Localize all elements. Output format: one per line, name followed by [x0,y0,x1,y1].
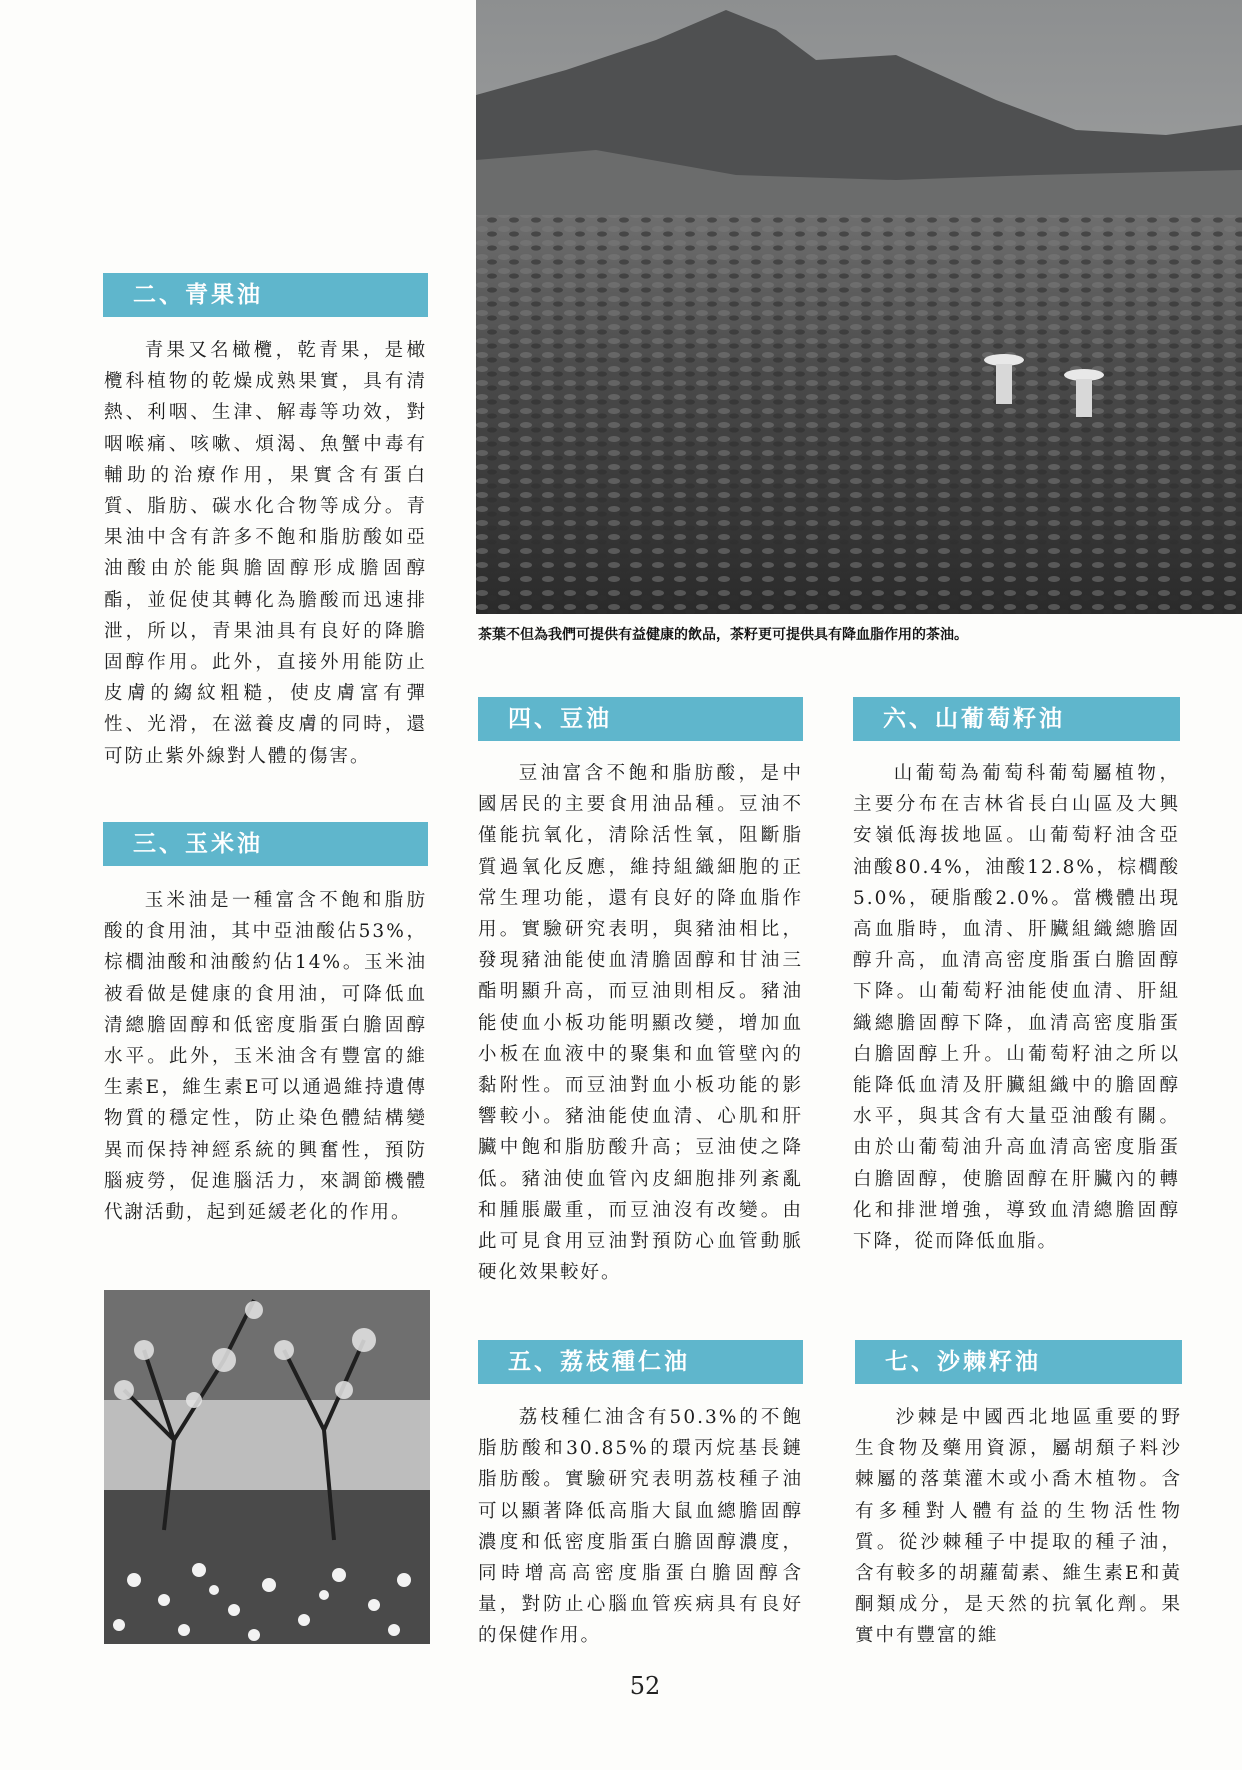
blossoming-tree-icon [104,1290,430,1644]
section-heading-lychee-seed-oil: 五、荔枝種仁油 [478,1340,803,1384]
section-text-qingguo-oil: 青果又名橄欖，乾青果，是橄欖科植物的乾燥成熟果實，具有清熱、利咽、生津、解毒等功效，對咽喉痛、咳嗽、煩渴、魚蟹中毒有輔助的治療作用，果實含有蛋白質、脂肪、碳水化合物等成分。青果油中含有許多不飽和脂肪酸如亞油酸由於能與膽固醇形成膽固醇酯，並促使其轉化為膽酸而迅速排泄，所以，青果油具有良好的降膽固醇作用。此外，直接外用能防止皮膚的縐紋粗糙，使皮膚富有彈性、光滑，在滋養皮膚的同時，還可防止紫外線對人體的傷害。 [104,340,427,767]
section-heading-corn-oil: 三、玉米油 [103,822,428,866]
section-heading-grape-seed-oil: 六、山葡萄籽油 [853,697,1180,741]
section-text-corn-oil: 玉米油是一種富含不飽和脂肪酸的食用油，其中亞油酸佔53%，棕櫚油酸和油酸約佔14%。玉米油被看做是健康的食用油，可降低血清總膽固醇和低密度脂蛋白膽固醇水平。此外，玉米油含有豐富的維生素E，維生素E可以通過維持遺傳物質的穩定性，防止染色體結構變異而保持神經系統的興奮性，預防腦疲勞，促進腦活力，來調節機體代謝活動，起到延緩老化的作用。 [104,890,427,1224]
section-heading-qingguo-oil: 二、青果油 [103,273,428,317]
section-heading-soybean-oil: 四、豆油 [478,697,803,741]
tea-plantation-photo [476,0,1242,614]
tea-plantation-mountain-icon [476,0,1242,614]
photo-caption: 茶葉不但為我們可提供有益健康的飲品，茶籽更可提供具有降血脂作用的茶油。 [478,627,968,643]
section-text-seabuckthorn-oil: 沙棘是中國西北地區重要的野生食物及藥用資源，屬胡頹子料沙棘屬的落葉灌木或小喬木植物。含有多種對人體有益的生物活性物質。從沙棘種子中提取的種子油，含有較多的胡蘿蔔素、維生素E和黃酮類成分，是天然的抗氧化劑。果實中有豐富的維 [855,1407,1182,1647]
section-text-lychee-seed-oil: 荔枝種仁油含有50.3%的不飽脂肪酸和30.85%的環丙烷基長鏈脂肪酸。實驗研究表明荔枝種子油可以顯著降低高脂大鼠血總膽固醇濃度和低密度脂蛋白膽固醇濃度，同時增高高密度脂蛋白膽固醇含量，對防止心腦血管疾病具有良好的保健作用。 [478,1407,803,1647]
section-heading-seabuckthorn-oil: 七、沙棘籽油 [855,1340,1182,1384]
section-text-grape-seed-oil: 山葡萄為葡萄科葡萄屬植物，主要分布在吉林省長白山區及大興安嶺低海拔地區。山葡萄籽油含亞油酸80.4%，油酸12.8%，棕櫚酸5.0%，硬脂酸2.0%。當機體出現高血脂時，血清、肝臟組織總膽固醇升高，血清高密度脂蛋白膽固醇下降。山葡萄籽油能使血清、肝組織總膽固醇下降，血清高密度脂蛋白膽固醇上升。山葡萄籽油之所以能降低血清及肝臟組織中的膽固醇水平，與其含有大量亞油酸有關。由於山葡萄油升高血清高密度脂蛋白膽固醇，使膽固醇在肝臟內的轉化和排泄增強，導致血清總膽固醇下降，從而降低血脂。 [853,763,1180,1253]
blossom-photo [104,1290,430,1644]
section-text-soybean-oil: 豆油富含不飽和脂肪酸，是中國居民的主要食用油品種。豆油不僅能抗氧化，清除活性氧，阻斷脂質過氧化反應，維持組織細胞的正常生理功能，還有良好的降血脂作用。實驗研究表明，與豬油相比，發現豬油能使血清膽固醇和甘油三酯明顯升高，而豆油則相反。豬油能使血小板功能明顯改變，增加血小板在血液中的聚集和血管壁內的黏附性。而豆油對血小板功能的影響較小。豬油能使血清、心肌和肝臟中飽和脂肪酸升高；豆油使之降低。豬油使血管內皮細胞排列紊亂和腫脹嚴重，而豆油沒有改變。由此可見食用豆油對預防心血管動脈硬化效果較好。 [478,763,803,1284]
page-number: 52 [629,1672,661,1700]
